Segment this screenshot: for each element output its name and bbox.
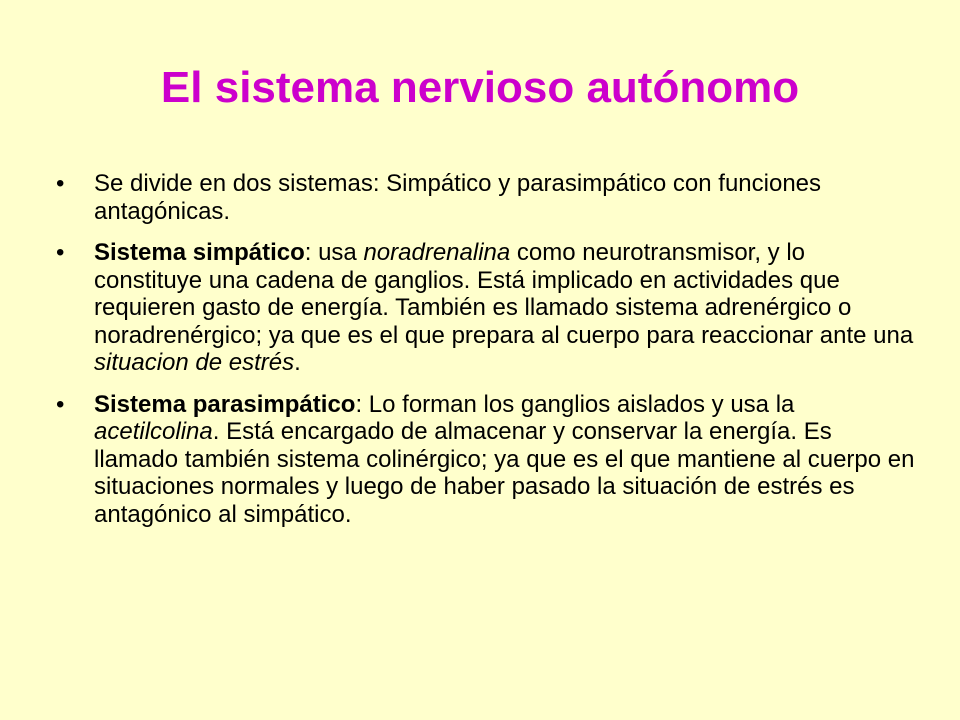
bullet-text: Se divide en dos sistemas: Simpático y parasimpático con funciones antagónicas. [94, 170, 822, 225]
bullet-icon: • [56, 239, 65, 266]
slide-title: El sistema nervioso autónomo [160, 63, 800, 112]
sympathetic-text-2: como neurotransmisor, y lo constituye una cadena de ganglios. Está implicado en actividades que requieren gasto de energía. También es llamado sistema adrenérgico o noradrenérgico; ya que es el que prepara al cuerpo para reaccionar ante una [94, 239, 914, 349]
parasympathetic-term: Sistema parasimpático [94, 390, 356, 418]
bullet-icon: • [56, 390, 65, 418]
sympathetic-text-1: : usa [304, 239, 364, 266]
bullet-list [56, 170, 916, 542]
parasympathetic-text-1: : Lo forman los ganglios aislados y usa la [355, 390, 795, 418]
sympathetic-term: Sistema simpático [94, 239, 305, 266]
stress-situation-term: situacion de estrés [94, 349, 295, 376]
sympathetic-text-3: . [294, 349, 301, 376]
bullet-sympathetic [56, 239, 916, 377]
parasympathetic-text-2: . Está encargado de almacenar y conservar la energía. Es llamado también sistema colinérgico; ya que es el que mantiene al cuerpo en situaciones normales y luego de haber pasado la situación de estrés es antagónico al simpático. [94, 418, 915, 528]
bullet-icon: • [56, 170, 65, 197]
bullet-division [56, 170, 916, 225]
noradrenalina-term: noradrenalina [363, 239, 511, 266]
acetilcolina-term: acetilcolina [94, 418, 213, 445]
bullet-parasympathetic [56, 391, 916, 529]
